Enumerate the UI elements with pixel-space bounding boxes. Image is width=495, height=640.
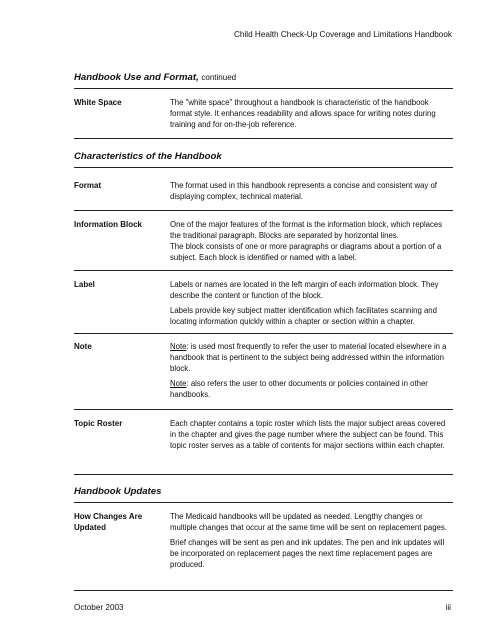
block-text: The format used in this handbook represents a concise and consistent way of displaying complex, technical material. bbox=[170, 181, 437, 201]
block-label-note: Note bbox=[74, 342, 92, 351]
block-text: The block consists of one or more paragraphs or diagrams about a portion of a subject. Each block is identified or named with a label. bbox=[170, 242, 442, 262]
divider-rule bbox=[74, 88, 453, 89]
block-label-format: Format bbox=[74, 181, 102, 190]
block-body-how-changes bbox=[170, 511, 451, 570]
running-header: Child Health Check-Up Coverage and Limitations Handbook bbox=[234, 30, 452, 39]
block-text: Each chapter contains a topic roster which lists the major subject areas covered in the chapter and gives the page number where the subject can be found. This topic roster serves as a table of contents for major sections within each chapter. bbox=[170, 419, 446, 450]
block-label-white-space: White Space bbox=[74, 98, 122, 107]
block-text: Labels provide key subject matter identification which facilitates scanning and locating information quickly within a chapter or section within a chapter. bbox=[170, 306, 437, 326]
section-title-use-format bbox=[74, 72, 236, 83]
block-label-topic-roster: Topic Roster bbox=[74, 419, 123, 428]
section-title-characteristics: Characteristics of the Handbook bbox=[74, 151, 222, 162]
note-keyword: Note bbox=[170, 379, 187, 388]
continued-label: continued bbox=[201, 73, 237, 82]
block-label-how-changes: How Changes Are Updated bbox=[74, 512, 143, 532]
divider-rule bbox=[74, 270, 453, 271]
divider-rule bbox=[74, 333, 453, 334]
block-text: Labels or names are located in the left margin of each information block. They describe the content or function of the block. bbox=[170, 280, 439, 300]
block-body-information-block bbox=[170, 219, 451, 263]
divider-rule bbox=[74, 590, 453, 591]
divider-rule bbox=[74, 210, 453, 211]
block-body-white-space bbox=[170, 97, 451, 130]
block-text: Brief changes will be sent as pen and ink updates. The pen and ink updates will be incorporated on replacement pages the next time replacement pages are produced. bbox=[170, 538, 445, 569]
section-title-updates: Handbook Updates bbox=[74, 486, 162, 497]
block-body-label bbox=[170, 279, 451, 327]
footer-date: October 2003 bbox=[74, 603, 124, 612]
note-text: : also refers the user to other documents or policies contained in other handbooks. bbox=[170, 379, 428, 399]
divider-rule bbox=[74, 474, 453, 475]
block-label-information-block: Information Block bbox=[74, 220, 143, 229]
divider-rule bbox=[74, 502, 453, 503]
section-title-text: Handbook Use and Format, bbox=[74, 72, 199, 83]
block-body-format bbox=[170, 180, 451, 202]
block-body-note bbox=[170, 341, 451, 400]
block-label-label: Label bbox=[74, 280, 95, 289]
block-text: The Medicaid handbooks will be updated as needed. Lengthy changes or multiple changes that occur at the same time will be sent on replacement pages. bbox=[170, 512, 447, 532]
block-body-topic-roster bbox=[170, 418, 451, 451]
block-text bbox=[170, 341, 451, 374]
divider-rule bbox=[74, 409, 453, 410]
divider-rule bbox=[74, 167, 453, 168]
page-number: iii bbox=[445, 603, 451, 612]
note-text: : is used most frequently to refer the user to material located elsewhere in a handbook that is pertinent to the subject being addressed within the information block. bbox=[170, 342, 447, 373]
divider-rule bbox=[74, 138, 453, 139]
block-text: The "white space" throughout a handbook is characteristic of the handbook format style. It enhances readability and allows space for writing notes during training and for on-the-job reference. bbox=[170, 98, 436, 129]
block-text bbox=[170, 378, 451, 400]
block-text: One of the major features of the format is the information block, which replaces the traditional paragraph. Blocks are separated by horizontal lines. bbox=[170, 220, 443, 240]
note-keyword: Note bbox=[170, 342, 187, 351]
